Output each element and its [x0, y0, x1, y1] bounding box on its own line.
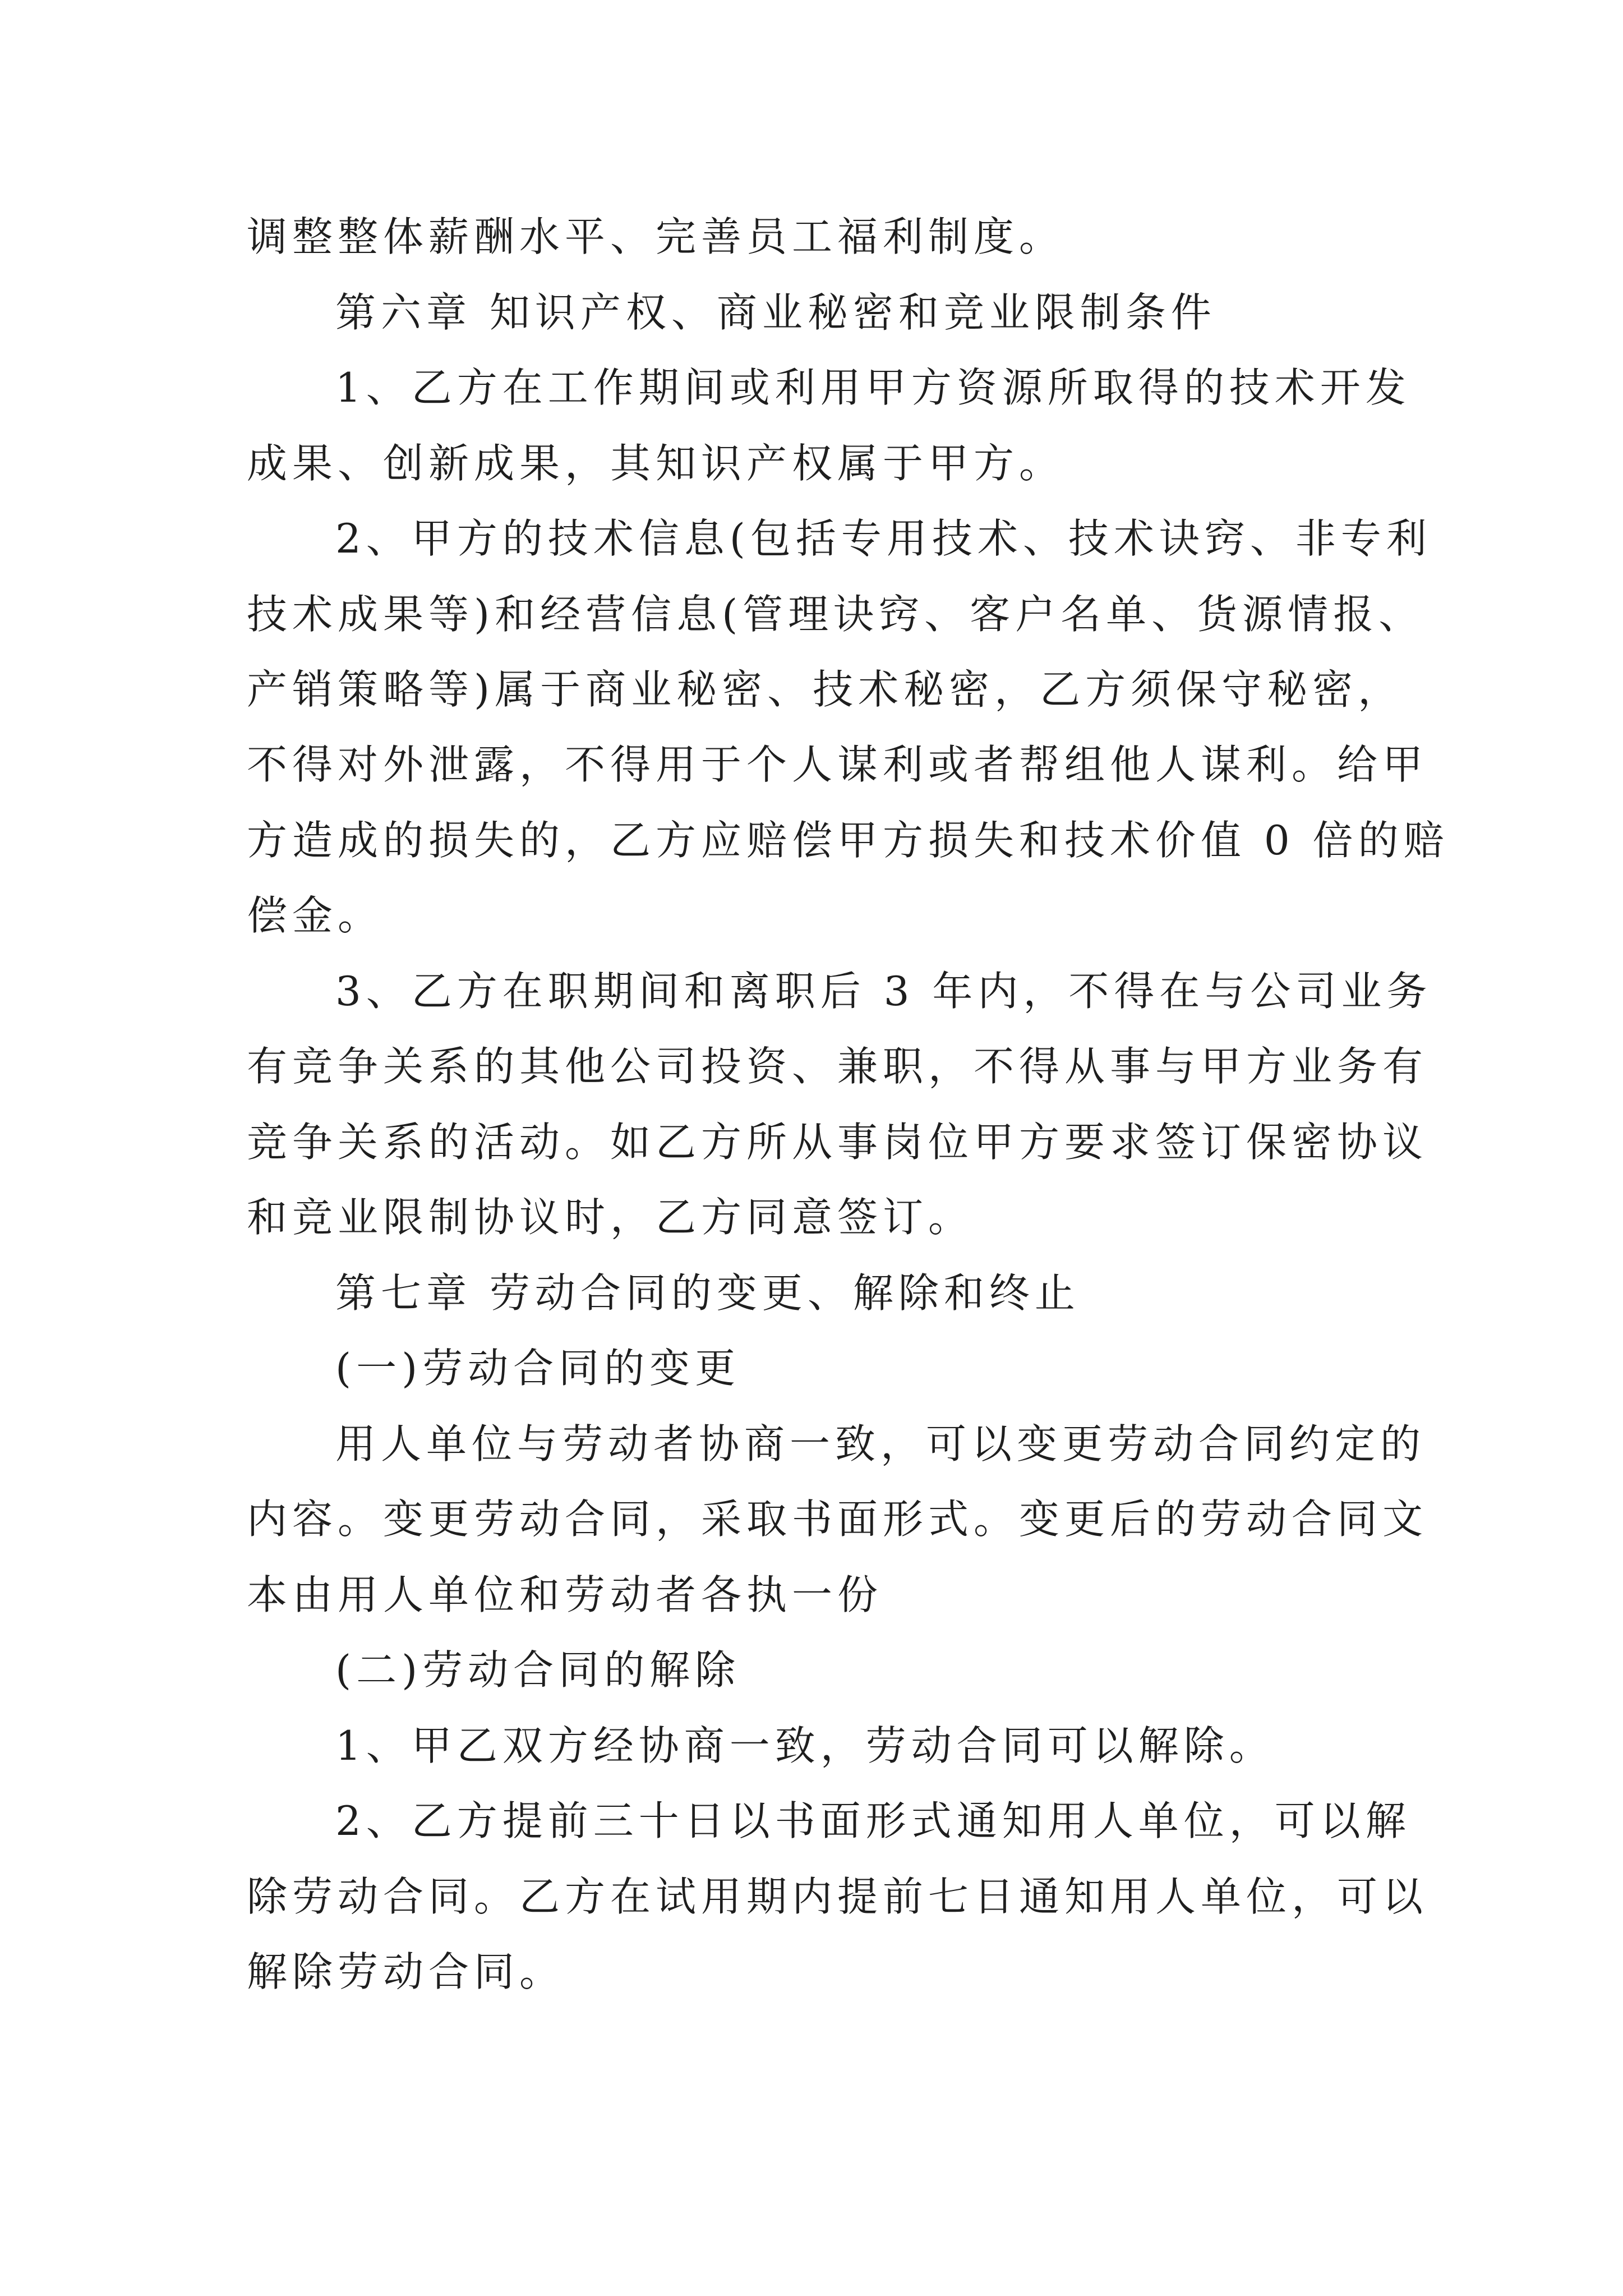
text-line: 内容。变更劳动合同，采取书面形式。变更后的劳动合同文 — [247, 1496, 1428, 1543]
section-heading: (一)劳动合同的变更 — [335, 1345, 741, 1392]
section-heading: (二)劳动合同的解除 — [335, 1646, 741, 1694]
text-line: 1、甲乙双方经协商一致，劳动合同可以解除。 — [335, 1722, 1275, 1769]
text-line: 调整整体薪酬水平、完善员工福利制度。 — [247, 213, 1065, 260]
text-line: 有竞争关系的其他公司投资、兼职，不得从事与甲方业务有 — [247, 1043, 1428, 1090]
text-line: 方造成的损失的，乙方应赔偿甲方损失和技术价值 0 倍的赔 — [247, 817, 1449, 864]
text-line: 3、乙方在职期间和离职后 3 年内，不得在与公司业务 — [335, 968, 1432, 1015]
text-line: 产销策略等)属于商业秘密、技术秘密，乙方须保守秘密， — [247, 666, 1404, 713]
text-line: 偿金。 — [247, 892, 384, 939]
text-line: 成果、创新成果，其知识产权属于甲方。 — [247, 440, 1065, 487]
text-line: 解除劳动合同。 — [247, 1948, 565, 1995]
text-line: 竞争关系的活动。如乙方所从事岗位甲方要求签订保密协议 — [247, 1119, 1428, 1166]
chapter-heading: 第七章 劳动合同的变更、解除和终止 — [335, 1269, 1080, 1317]
text-line: 2、甲方的技术信息(包括专用技术、技术诀窍、非专利 — [335, 515, 1432, 562]
text-line: 不得对外泄露，不得用于个人谋利或者帮组他人谋利。给甲 — [247, 741, 1428, 788]
text-line: 2、乙方提前三十日以书面形式通知用人单位，可以解 — [335, 1797, 1411, 1844]
chapter-heading: 第六章 知识产权、商业秘密和竞业限制条件 — [335, 289, 1216, 336]
text-line: 和竞业限制协议时，乙方同意签订。 — [247, 1194, 974, 1241]
text-line: 1、乙方在工作期间或利用甲方资源所取得的技术开发 — [335, 364, 1411, 411]
text-line: 技术成果等)和经营信息(管理诀窍、客户名单、货源情报、 — [247, 591, 1424, 638]
text-line: 用人单位与劳动者协商一致，可以变更劳动合同约定的 — [335, 1420, 1426, 1467]
text-line: 本由用人单位和劳动者各执一份 — [247, 1571, 883, 1618]
text-line: 除劳动合同。乙方在试用期内提前七日通知用人单位，可以 — [247, 1873, 1428, 1920]
